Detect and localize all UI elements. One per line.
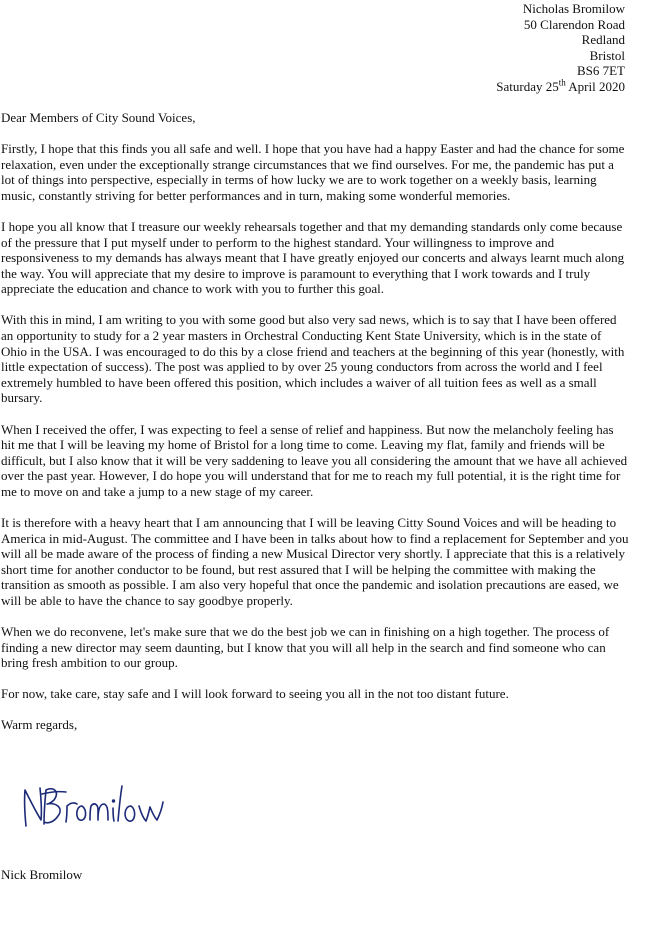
closing: Warm regards,: [1, 717, 78, 733]
paragraph-5: It is therefore with a heavy heart that I am announcing that I will be leaving Citty Sound Voices and will be heading to America in mid-August. The committee and I have been in talks about how to find a replacement for September and you will all be made aware of the process of finding a new Musical Director very shortly. I appreciate that this is a relatively short time for another conductor to be found, but rest assured that I will be helping the committee with making the transition as smooth as possible. I am also very hopeful that once the pandemic and isolation precautions are eased, we will be able to have the chance to say goodbye properly.: [1, 514, 629, 608]
paragraph-3: With this in mind, I am writing to you with some good but also very sad news, which is to say that I have been offered an opportunity to study for a 2 year masters in Orchestral Conducting Kent State University, which is in the state of Ohio in the USA. I was encouraged to do this by a close friend and teachers at the beginning of this year (honestly, with little expectation of success). The post was applied to by over 25 young conductors from across the world and I feel extremely humbled to have been offered this position, which includes a waiver of all tuition fees as well as a small bursary.: [1, 312, 625, 406]
signed-name: Nick Bromilow: [1, 867, 83, 882]
salutation: Dear Members of City Sound Voices,: [1, 110, 196, 125]
date-prefix: Saturday 25: [496, 78, 559, 94]
sender-address: [496, 1, 625, 95]
paragraph-7: For now, take care, stay safe and I will look forward to seeing you all in the not too distant future.: [1, 686, 509, 702]
sender-postcode: BS6 7ET: [576, 63, 625, 79]
paragraph-1: Firstly, I hope that this finds you all safe and well. I hope that you have had a happy Easter and had the chance for some relaxation, even under the exceptionally strange circumstances that we find ourselves. For me, the pandemic has put a lot of things into perspective, especially in terms of how lucky we are to work together on a weekly basis, learning music, constantly striving for better performances and in turn, making some wonderful memories.: [1, 141, 625, 203]
sender-street: 50 Clarendon Road: [523, 16, 625, 32]
paragraph-4: When I received the offer, I was expecting to feel a sense of relief and happiness. But now the melancholy feeling has hit me that I will be leaving my home of Bristol for a long time to come. Leaving my flat, family and friends will be difficult, but I also know that it will be very saddening to leave you all considering the amount that we have all achieved over the past year. However, I do hope you will understand that for me to reach my full potential, it is the right time for me to move on and take a jump to a new stage of my career.: [1, 421, 628, 499]
paragraph-6: When we do reconvene, let's make sure that we do the best job we can in finishing on a high together. The process of finding a new director may seem daunting, but I know that you will all help in the search and find someone who can bring fresh ambition to our group.: [1, 624, 610, 671]
letter-date: [496, 79, 625, 95]
letter-body: [1, 110, 629, 749]
paragraph-2: I hope you all know that I treasure our weekly rehearsals together and that my demanding standards only come because of the pressure that I put myself under to perform to the highest standard. Your willingness to improve and responsiveness to my demands has always meant that I have greatly enjoyed our concerts and always learnt much along the way. You will appreciate that my desire to improve is paramount to everything that I work towards and I truly appreciate the education and chance to work with you to further this goal.: [1, 218, 625, 297]
sender-district: Redland: [581, 32, 625, 48]
date-ordinal: th: [558, 77, 566, 88]
date-rest: April 2020: [565, 78, 625, 94]
sender-city: Bristol: [589, 47, 625, 63]
sender-name: Nicholas Bromilow: [522, 1, 625, 16]
handwritten-signature: [20, 780, 190, 832]
